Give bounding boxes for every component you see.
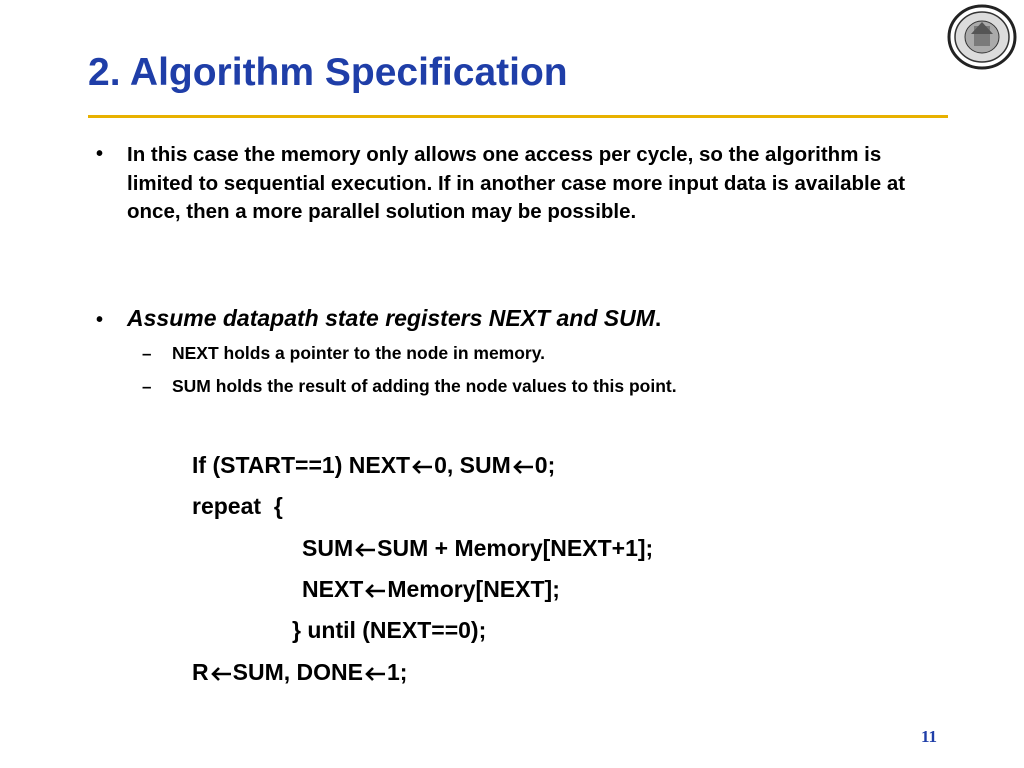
code-text: 1; bbox=[386, 659, 408, 685]
sub-bullet-marker: – bbox=[142, 344, 152, 363]
code-text: SUM, DONE bbox=[232, 659, 363, 685]
left-arrow-icon bbox=[364, 583, 386, 599]
left-arrow-icon bbox=[210, 666, 232, 682]
code-text: 0; bbox=[534, 452, 556, 478]
bullet-text-memory-access: In this case the memory only allows one access per cycle, so the algorithm is limited to sequential execution. If in another case more input data is available at once, then a more parallel solution may be possible. bbox=[127, 143, 906, 223]
university-seal-icon bbox=[947, 4, 1017, 70]
code-line-done bbox=[192, 659, 407, 686]
code-text: repeat { bbox=[192, 493, 283, 519]
code-line-init bbox=[192, 452, 555, 479]
sub-bullet-sum-result: SUM holds the result of adding the node values to this point. bbox=[172, 376, 677, 396]
assume-registers-period: . bbox=[654, 305, 662, 331]
left-arrow-icon bbox=[354, 542, 376, 558]
code-text: Memory[NEXT]; bbox=[387, 576, 560, 602]
code-text: NEXT bbox=[302, 576, 364, 602]
bullet-marker: • bbox=[96, 143, 104, 165]
code-text: SUM bbox=[302, 535, 354, 561]
code-line-until bbox=[292, 617, 486, 644]
code-line-sum-update bbox=[302, 535, 653, 562]
code-text: If (START==1) NEXT bbox=[192, 452, 411, 478]
bullet-text-assume-registers bbox=[127, 305, 661, 332]
code-text: } until (NEXT==0); bbox=[292, 617, 487, 643]
title-underline bbox=[88, 115, 948, 118]
bullet-marker: • bbox=[96, 309, 104, 331]
left-arrow-icon bbox=[364, 666, 386, 682]
code-text: SUM + Memory[NEXT+1]; bbox=[377, 535, 654, 561]
code-text: R bbox=[192, 659, 209, 685]
sub-bullet-marker: – bbox=[142, 377, 152, 396]
code-line-repeat bbox=[192, 493, 283, 520]
sub-bullet-next-pointer: NEXT holds a pointer to the node in memory. bbox=[172, 343, 546, 363]
left-arrow-icon bbox=[512, 459, 534, 475]
slide-title: 2. Algorithm Specification bbox=[88, 51, 568, 94]
code-text: 0, SUM bbox=[434, 452, 511, 478]
assume-registers-italic: Assume datapath state registers NEXT and SUM bbox=[127, 305, 655, 331]
code-line-next-update bbox=[302, 576, 560, 603]
page-number: 11 bbox=[920, 727, 937, 746]
left-arrow-icon bbox=[411, 459, 433, 475]
